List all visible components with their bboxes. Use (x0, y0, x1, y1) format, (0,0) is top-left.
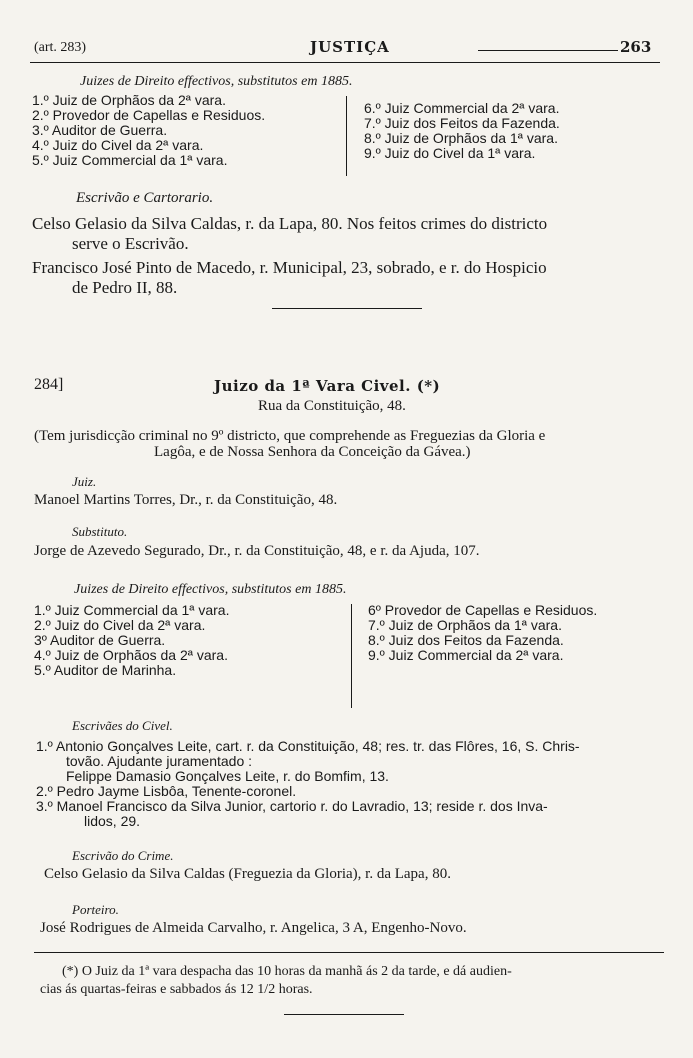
civil-clerks-heading: Escrivães do Civel. (72, 718, 173, 733)
list-item: 3º Auditor de Guerra. (34, 632, 166, 648)
list-item: 5.º Juiz Commercial da 1ª vara. (32, 152, 228, 168)
list-item: 1.º Antonio Gonçalves Leite, cart. r. da Constituição, 48; res. tr. das Flôres, 16, S. Chris- (36, 738, 580, 754)
section-number: 284] (34, 376, 64, 393)
section-address: Rua da Constituição, 48. (258, 398, 406, 414)
page-number: 263 (620, 38, 652, 56)
list-item: 5.º Auditor de Marinha. (34, 662, 177, 678)
list-item: 8.º Juiz de Orphãos da 1ª vara. (364, 130, 558, 146)
section-separator (272, 308, 422, 309)
top-clerk-line: de Pedro II, 88. (72, 278, 178, 297)
column-divider (351, 604, 352, 708)
footnote-line: (*) O Juiz da 1ª vara despacha das 10 horas da manhã ás 2 da tarde, e dá audien- (62, 964, 512, 979)
running-header-article: (art. 283) (34, 40, 87, 55)
top-judges-heading: Juizes de Direito effectivos, substitutos em 1885. (80, 74, 353, 89)
list-item: 6º Provedor de Capellas e Residuos. (368, 602, 598, 618)
list-item: 6.º Juiz Commercial da 2ª vara. (364, 100, 560, 116)
porter-heading: Porteiro. (72, 902, 119, 917)
header-underline (30, 62, 660, 63)
list-item: 2.º Juiz do Civel da 2ª vara. (34, 617, 206, 633)
list-item: 3.º Auditor de Guerra. (32, 122, 168, 138)
porter-entry: José Rodrigues de Almeida Carvalho, r. Angelica, 3 A, Engenho-Novo. (40, 920, 467, 936)
judge-entry: Manoel Martins Torres, Dr., r. da Constituição, 48. (34, 492, 338, 508)
list-item: 3.º Manoel Francisco da Silva Junior, cartorio r. do Lavradio, 13; reside r. dos Inva- (36, 798, 548, 814)
footnote-line: cias ás quartas-feiras e sabbados ás 12 1/2 horas. (40, 982, 313, 997)
column-divider (346, 96, 347, 176)
jurisdiction-line: (Tem jurisdicção criminal no 9º districto, que comprehende as Freguezias da Gloria e (34, 428, 546, 444)
list-item: 2.º Pedro Jayme Lisbôa, Tenente-coronel. (36, 783, 297, 799)
jurisdiction-line: Lagôa, e de Nossa Senhora da Conceição da Gávea.) (154, 444, 471, 460)
substitute-entry: Jorge de Azevedo Segurado, Dr., r. da Constituição, 48, e r. da Ajuda, 107. (34, 543, 480, 559)
list-item: 9.º Juiz do Civel da 1ª vara. (364, 145, 536, 161)
list-item: 4.º Juiz do Civel da 2ª vara. (32, 137, 204, 153)
section-title: Juizo da 1ª Vara Civel. (*) (214, 377, 441, 395)
footnote-rule (34, 952, 664, 953)
list-item: 8.º Juiz dos Feitos da Fazenda. (368, 632, 564, 648)
list-item: 9.º Juiz Commercial da 2ª vara. (368, 647, 564, 663)
top-clerk-line: Celso Gelasio da Silva Caldas, r. da Lapa, 80. Nos feitos crimes do districto (32, 214, 548, 233)
header-rule (478, 50, 618, 51)
top-clerk-line: serve o Escrivão. (72, 234, 189, 253)
list-item: lidos, 29. (84, 813, 141, 829)
crime-clerk-heading: Escrivão do Crime. (72, 848, 174, 863)
list-item: 1.º Juiz Commercial da 1ª vara. (34, 602, 230, 618)
substitute-heading: Substituto. (72, 524, 128, 539)
list-item: 7.º Juiz de Orphãos da 1ª vara. (368, 617, 562, 633)
judge-heading: Juiz. (72, 474, 97, 489)
list-item: tovão. Ajudante juramentado : (66, 753, 253, 769)
end-rule (284, 1014, 404, 1015)
list-item: Felippe Damasio Gonçalves Leite, r. do Bomfim, 13. (66, 768, 389, 784)
list-item: 2.º Provedor de Capellas e Residuos. (32, 107, 266, 123)
list-item: 7.º Juiz dos Feitos da Fazenda. (364, 115, 560, 131)
running-header-title: JUSTIÇA (310, 38, 390, 56)
top-clerk-heading: Escrivão e Cartorario. (76, 190, 214, 206)
list-item: 1.º Juiz de Orphãos da 2ª vara. (32, 92, 226, 108)
top-clerk-line: Francisco José Pinto de Macedo, r. Municipal, 23, sobrado, e r. do Hospicio (32, 258, 547, 277)
section-judges-heading: Juizes de Direito effectivos, substitutos em 1885. (74, 582, 347, 597)
list-item: 4.º Juiz de Orphãos da 2ª vara. (34, 647, 228, 663)
crime-clerk-entry: Celso Gelasio da Silva Caldas (Freguezia da Gloria), r. da Lapa, 80. (44, 866, 451, 882)
